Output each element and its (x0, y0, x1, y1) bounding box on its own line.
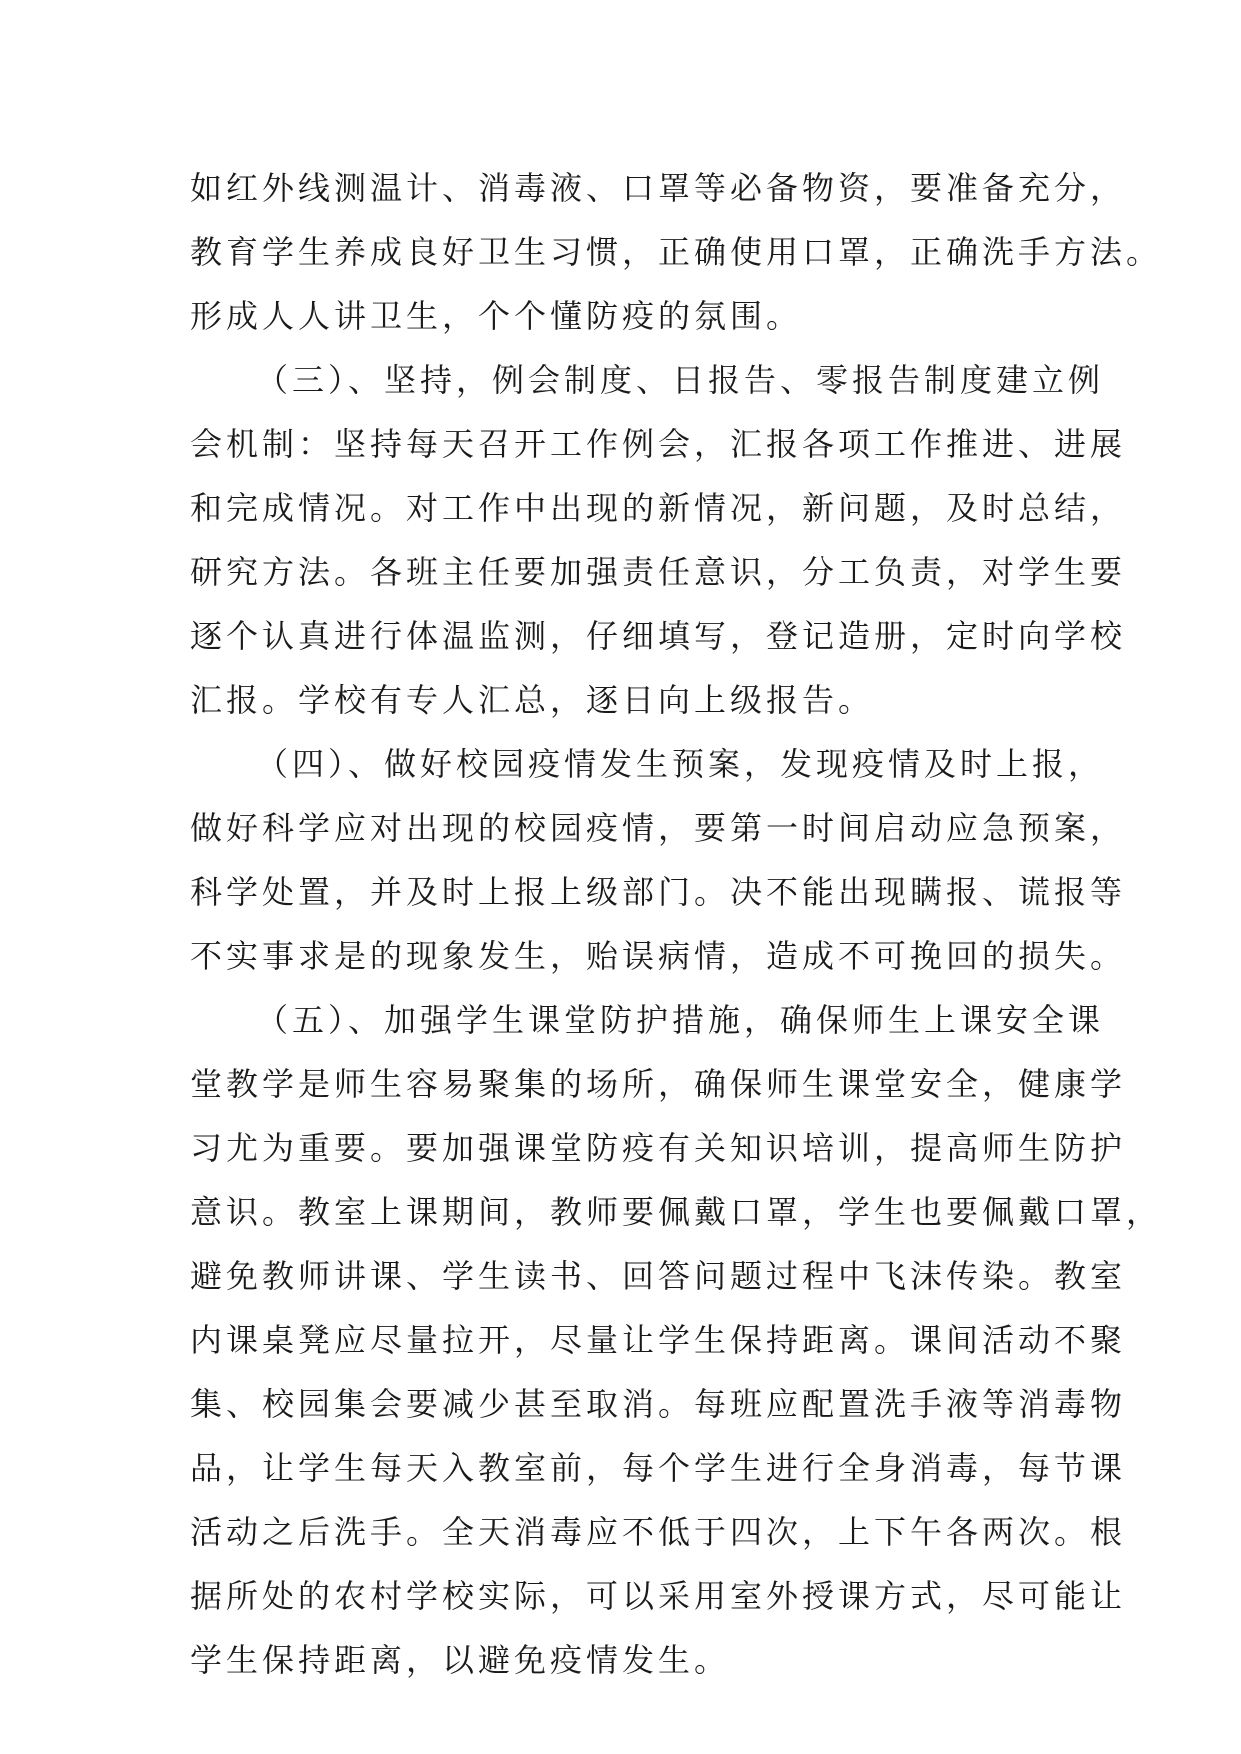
text-line: 会机制：坚持每天召开工作例会，汇报各项工作推进、进展 (190, 425, 1127, 463)
text-line: 据所处的农村学校实际，可以采用室外授课方式，尽可能让 (190, 1577, 1127, 1615)
text-line: 逐个认真进行体温监测，仔细填写，登记造册，定时向学校 (190, 617, 1127, 655)
text-line: 不实事求是的现象发生，贻误病情，造成不可挽回的损失。 (190, 937, 1127, 975)
text-line: 集、校园集会要减少甚至取消。每班应配置洗手液等消毒物 (190, 1385, 1127, 1423)
text-line: 意识。教室上课期间，教师要佩戴口罩，学生也要佩戴口罩， (190, 1193, 1163, 1231)
section-heading-line: （五）、加强学生课堂防护措施，确保师生上课安全课 (256, 1001, 1105, 1039)
section-heading-line: （三）、坚持，例会制度、日报告、零报告制度建立例 (256, 361, 1105, 399)
text-line: 和完成情况。对工作中出现的新情况，新问题，及时总结， (190, 489, 1127, 527)
text-line: 堂教学是师生容易聚集的场所，确保师生课堂安全，健康学 (190, 1065, 1127, 1103)
text-line: 习尤为重要。要加强课堂防疫有关知识培训，提高师生防护 (190, 1129, 1127, 1167)
text-line: 形成人人讲卫生，个个懂防疫的氛围。 (190, 297, 803, 335)
text-line: 汇报。学校有专人汇总，逐日向上级报告。 (190, 681, 875, 719)
section-heading-line: （四）、做好校园疫情发生预案，发现疫情及时上报， (256, 745, 1105, 783)
text-line: 做好科学应对出现的校园疫情，要第一时间启动应急预案， (190, 809, 1127, 847)
text-line: 科学处置，并及时上报上级部门。决不能出现瞒报、谎报等 (190, 873, 1127, 911)
text-line: 避免教师讲课、学生读书、回答问题过程中飞沫传染。教室 (190, 1257, 1127, 1295)
text-line: 内课桌凳应尽量拉开，尽量让学生保持距离。课间活动不聚 (190, 1321, 1127, 1359)
text-line: 活动之后洗手。全天消毒应不低于四次，上下午各两次。根 (190, 1513, 1127, 1551)
text-line: 研究方法。各班主任要加强责任意识，分工负责，对学生要 (190, 553, 1127, 591)
text-line: 学生保持距离，以避免疫情发生。 (190, 1641, 731, 1679)
text-line: 教育学生养成良好卫生习惯，正确使用口罩，正确洗手方法。 (190, 233, 1163, 271)
document-body (190, 156, 1163, 1692)
text-line: 如红外线测温计、消毒液、口罩等必备物资，要准备充分， (190, 169, 1127, 207)
text-line: 品，让学生每天入教室前，每个学生进行全身消毒，每节课 (190, 1449, 1127, 1487)
